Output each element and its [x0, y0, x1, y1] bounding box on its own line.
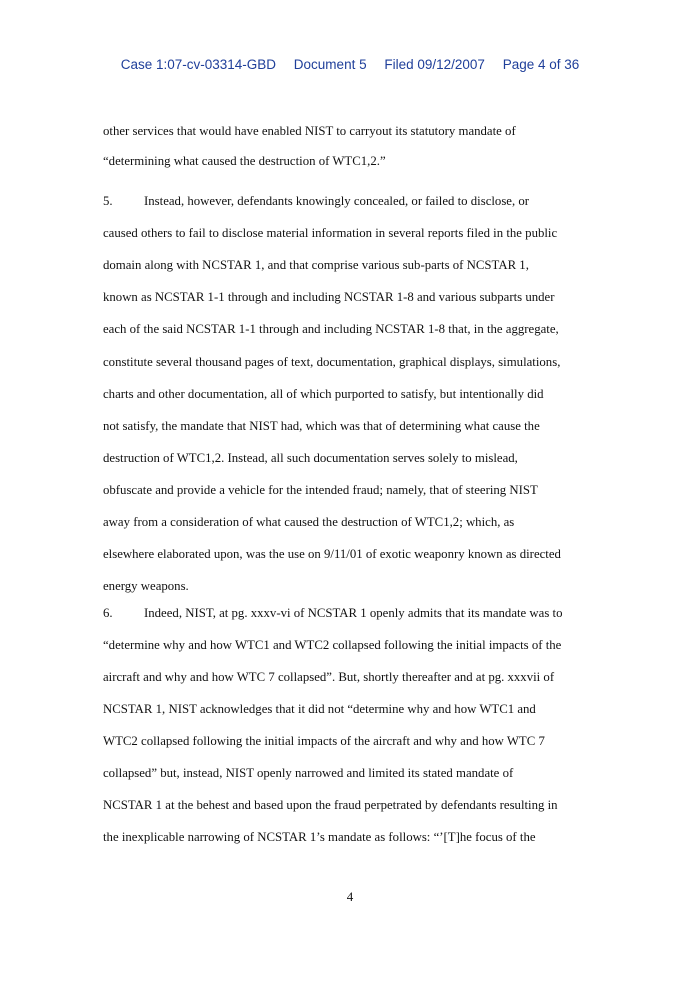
case-number: Case 1:07-cv-03314-GBD — [120, 57, 277, 72]
body-line — [103, 322, 559, 337]
line-text: Indeed, NIST, at pg. xxxv-vi of NCSTAR 1 openly admits that its mandate was to — [144, 606, 563, 620]
line-text: energy weapons. — [103, 579, 189, 593]
body-line — [103, 670, 554, 685]
line-text: each of the said NCSTAR 1-1 through and including NCSTAR 1-8 that, in the aggregate, — [103, 322, 559, 336]
body-line — [103, 579, 189, 594]
line-text: charts and other documentation, all of which purported to satisfy, but intentionally did — [103, 387, 544, 401]
line-text: other services that would have enabled NIST to carryout its statutory mandate of — [103, 124, 516, 138]
body-line — [103, 606, 563, 621]
paragraph-number: 6. — [103, 606, 113, 620]
line-text: destruction of WTC1,2. Instead, all such documentation serves solely to mislead, — [103, 451, 518, 465]
line-text: “determine why and how WTC1 and WTC2 collapsed following the initial impacts of the — [103, 638, 562, 652]
line-text: “determining what caused the destruction of WTC1,2.” — [103, 154, 386, 168]
body-line — [103, 638, 561, 653]
line-text: WTC2 collapsed following the initial impacts of the aircraft and why and how WTC 7 — [103, 734, 545, 748]
line-text: constitute several thousand pages of text, documentation, graphical displays, simulations, — [103, 355, 561, 369]
line-text: Instead, however, defendants knowingly concealed, or failed to disclose, or — [144, 194, 530, 208]
body-line — [103, 766, 513, 781]
line-text: obfuscate and provide a vehicle for the intended fraud; namely, that of steering NIST — [103, 483, 538, 497]
body-line — [103, 798, 558, 813]
line-text: known as NCSTAR 1-1 through and including NCSTAR 1-8 and various subparts under — [103, 290, 555, 304]
line-text: NCSTAR 1 at the behest and based upon the fraud perpetrated by defendants resulting in — [103, 798, 558, 812]
paragraph-number: 5. — [103, 194, 113, 208]
line-text: caused others to fail to disclose material information in several reports filed in the public — [103, 226, 558, 240]
line-text: NCSTAR 1, NIST acknowledges that it did not “determine why and how WTC1 and — [103, 702, 536, 716]
line-text: not satisfy, the mandate that NIST had, which was that of determining what cause the — [103, 419, 540, 433]
body-line — [103, 226, 557, 241]
body-line — [103, 154, 386, 169]
body-line — [103, 483, 538, 498]
line-text: domain along with NCSTAR 1, and that comprise various sub-parts of NCSTAR 1, — [103, 258, 529, 272]
page-indicator: Page 4 of 36 — [502, 57, 580, 72]
line-text: away from a consideration of what caused the destruction of WTC1,2; which, as — [103, 515, 515, 529]
body-line — [103, 387, 544, 402]
body-line — [103, 194, 529, 209]
body-line — [103, 830, 536, 845]
body-line — [103, 702, 536, 717]
line-text: collapsed” but, instead, NIST openly narrowed and limited its stated mandate of — [103, 766, 514, 780]
body-line — [103, 734, 545, 749]
page-number: 4 — [346, 889, 354, 904]
document-number: Document 5 — [293, 57, 367, 72]
body-line — [103, 124, 516, 139]
filing-header — [0, 57, 700, 72]
body-line — [103, 419, 540, 434]
filed-date: Filed 09/12/2007 — [384, 57, 485, 72]
body-line — [103, 258, 529, 273]
line-text: aircraft and why and how WTC 7 collapsed”. But, shortly thereafter and at pg. xxxvii of — [103, 670, 555, 684]
line-text: the inexplicable narrowing of NCSTAR 1’s mandate as follows: “’[T]he focus of the — [103, 830, 536, 844]
body-line — [103, 290, 555, 305]
body-line — [103, 515, 514, 530]
body-line — [103, 547, 561, 562]
body-line — [103, 451, 518, 466]
line-text: elsewhere elaborated upon, was the use on 9/11/01 of exotic weaponry known as directed — [103, 547, 561, 561]
body-line — [103, 355, 560, 370]
